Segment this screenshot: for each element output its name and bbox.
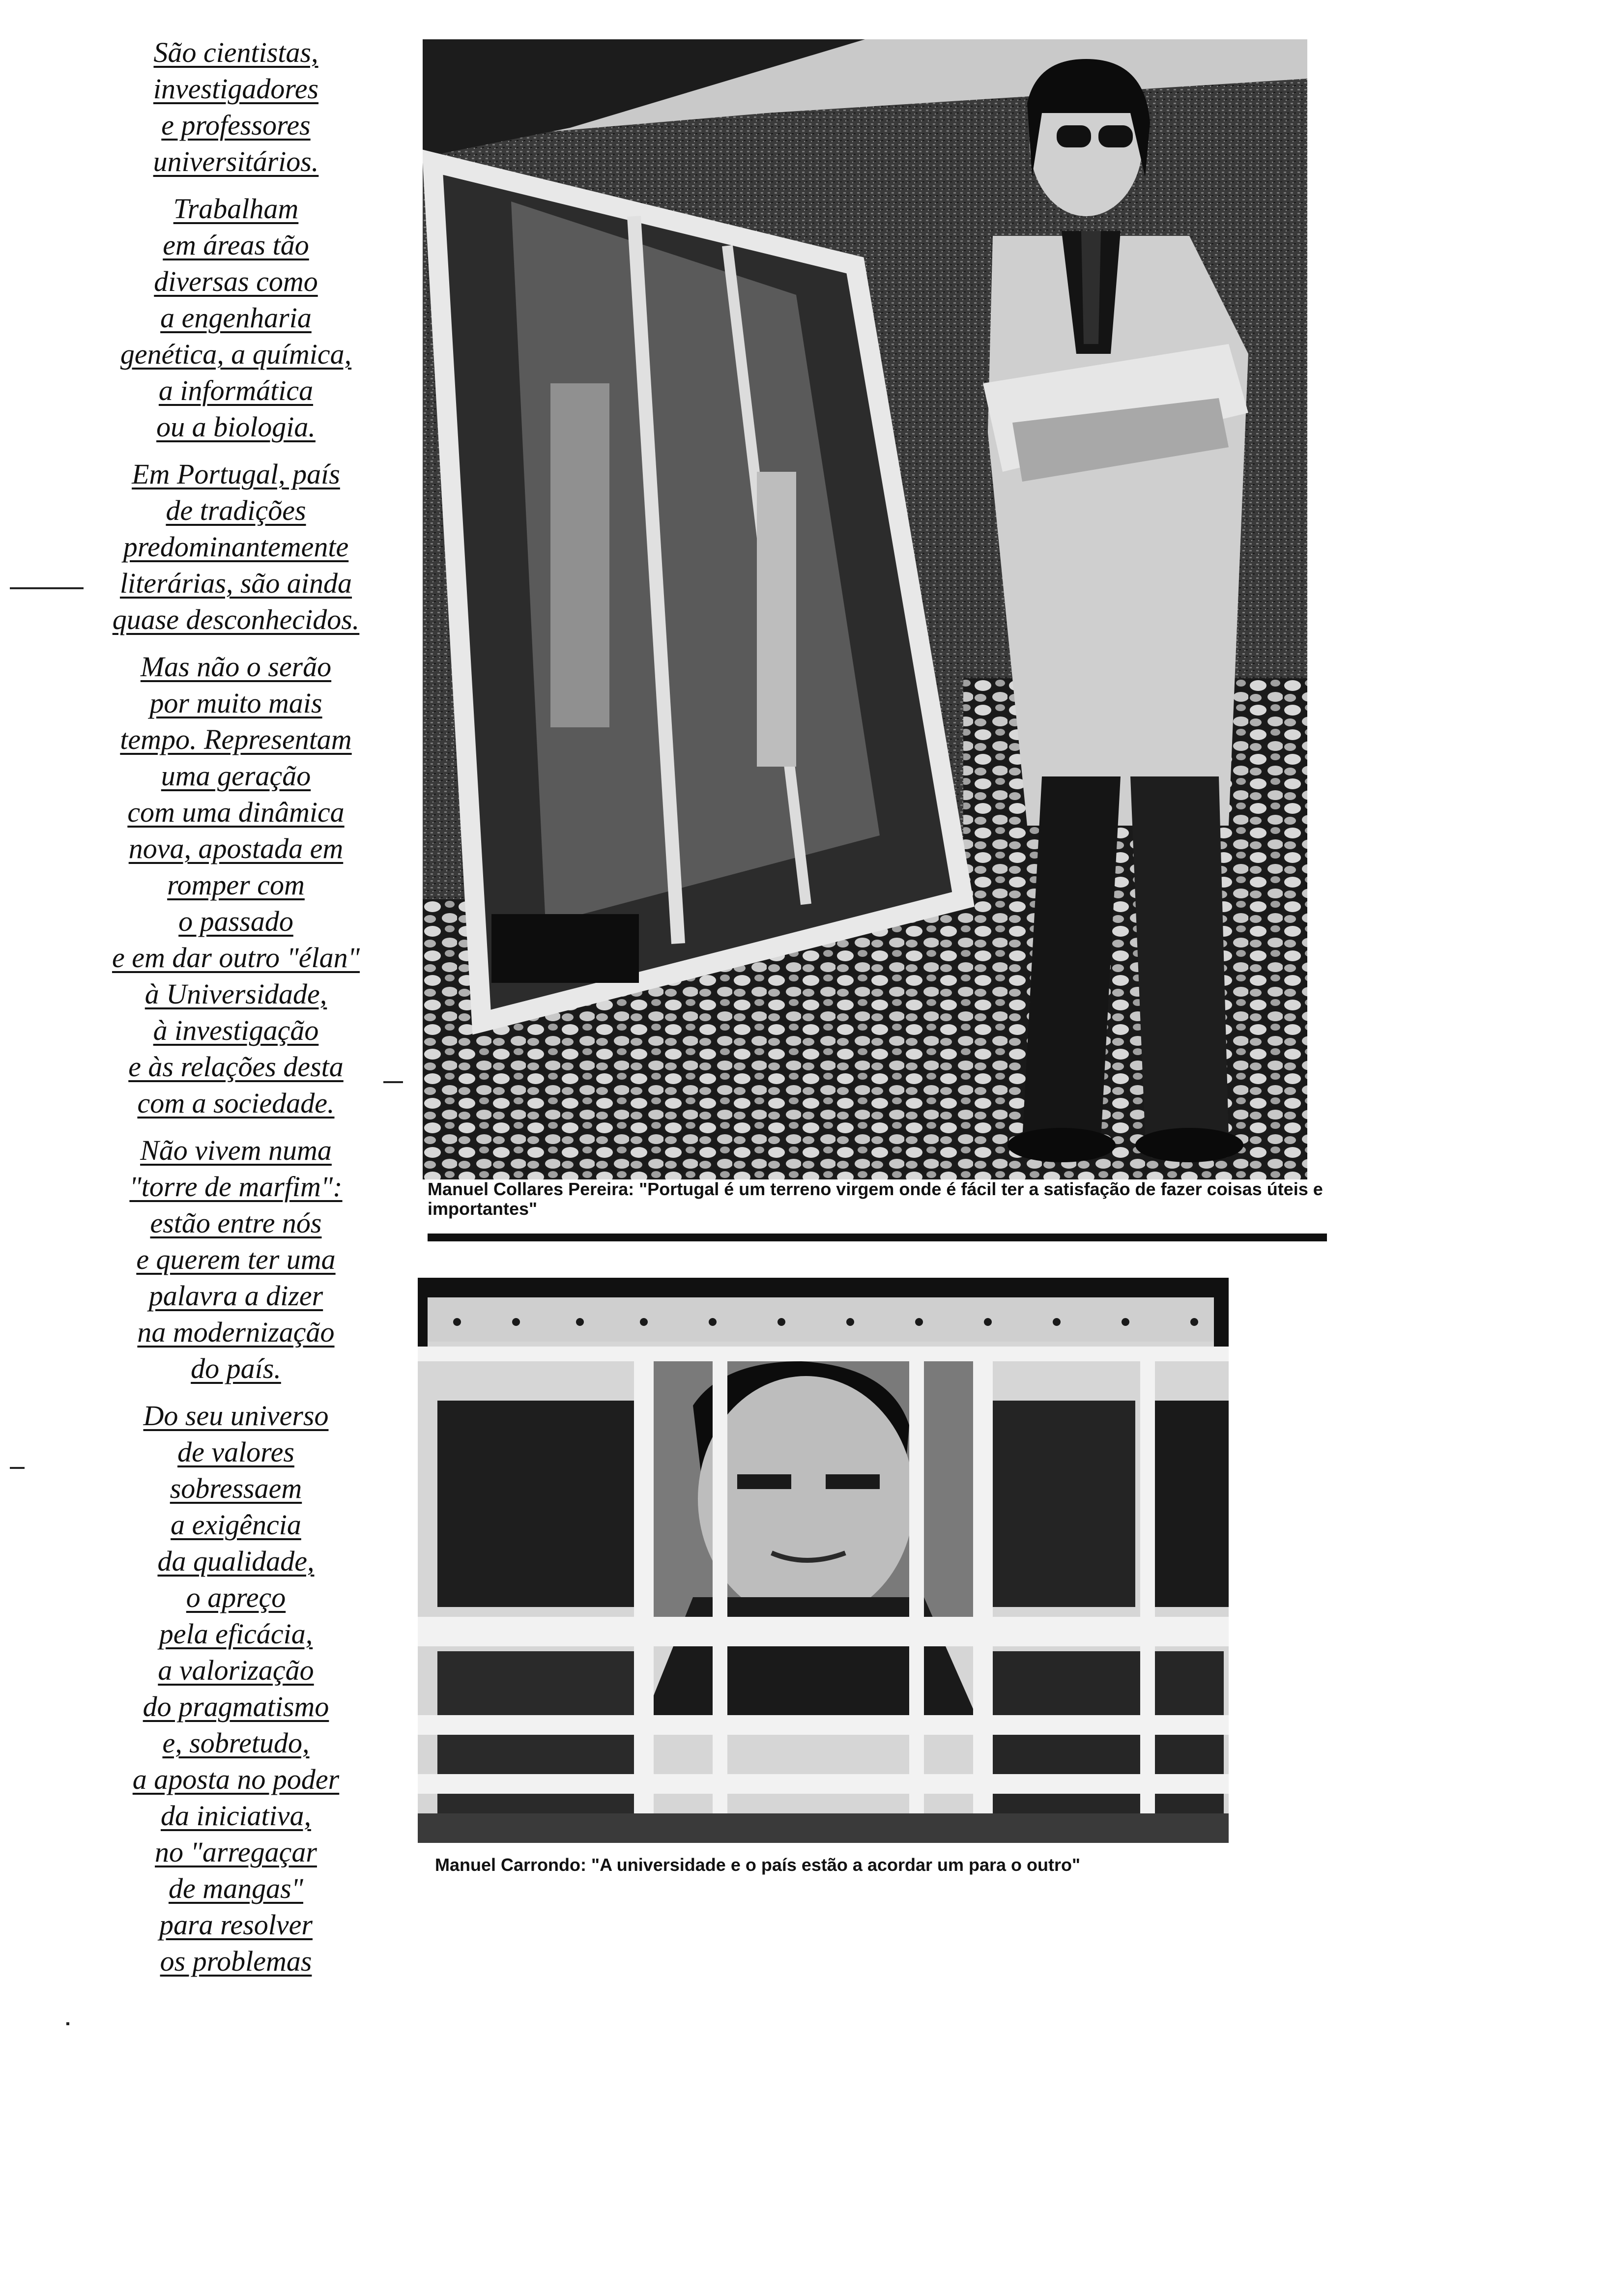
text-line: pela eficácia, [159, 1618, 313, 1650]
text-line: Em Portugal, país [132, 458, 340, 490]
portrait-photo-carrondo [418, 1278, 1229, 1843]
text-line: Do seu universo [143, 1400, 329, 1432]
text-line: a exigência [171, 1509, 301, 1541]
text-line: literárias, são ainda [119, 567, 352, 599]
text-line: Não vivem numa [140, 1134, 332, 1166]
text-line: romper com [167, 869, 305, 901]
photo-caption-bottom: Manuel Carrondo: "A universidade e o país estão a acordar um para o outro" [435, 1855, 1081, 1875]
text-line: à Universidade, [144, 978, 327, 1010]
text-line: investigadores [153, 73, 319, 105]
text-line: do país. [191, 1352, 281, 1384]
paragraph-3 [59, 456, 413, 638]
text-line: por muito mais [149, 687, 322, 719]
text-line: uma geração [161, 760, 311, 792]
scan-mark [383, 1081, 403, 1083]
text-line: quase desconhecidos. [112, 603, 360, 635]
text-line: a aposta no poder [132, 1763, 340, 1795]
text-line: estão entre nós [150, 1207, 322, 1239]
text-line: da qualidade, [157, 1545, 315, 1577]
text-line: com a sociedade. [137, 1087, 335, 1119]
text-line: o passado [178, 905, 293, 937]
text-line: tempo. Representam [120, 723, 352, 755]
text-line: a valorização [158, 1654, 314, 1686]
text-line: universitários. [153, 145, 319, 177]
text-line: palavra a dizer [148, 1280, 323, 1312]
intro-text-column [59, 34, 413, 1990]
text-line: para resolver [159, 1909, 313, 1941]
text-line: nova, apostada em [128, 832, 344, 864]
paragraph-6 [59, 1398, 413, 1980]
text-line: em áreas tão [163, 229, 309, 261]
text-line: e querem ter uma [136, 1243, 336, 1275]
photo-image [418, 1278, 1229, 1843]
text-line: Mas não o serão [140, 651, 332, 683]
text-line: sobressaem [170, 1472, 302, 1504]
text-line: e às relações desta [128, 1051, 344, 1083]
scan-mark [66, 2022, 69, 2025]
scan-mark [10, 1467, 25, 1469]
text-line: no "arregaçar [155, 1836, 317, 1868]
photo-image [423, 39, 1307, 1179]
text-line: e, sobretudo, [162, 1727, 310, 1759]
text-line: de tradições [166, 494, 306, 526]
text-line: Trabalham [173, 193, 299, 225]
paragraph-1 [59, 34, 413, 180]
paragraph-2 [59, 191, 413, 445]
text-line: e em dar outro "élan" [112, 942, 360, 974]
text-line: do pragmatismo [143, 1691, 329, 1722]
text-line: a informática [158, 374, 314, 406]
paragraph-4 [59, 649, 413, 1121]
text-line: e professores [161, 109, 311, 141]
paragraph-5 [59, 1132, 413, 1387]
text-line: "torre de marfim": [129, 1171, 343, 1203]
text-line: da iniciativa, [160, 1800, 312, 1832]
scan-mark [10, 587, 84, 589]
text-line: com uma dinâmica [127, 796, 345, 828]
text-line: o apreço [186, 1581, 286, 1613]
text-line: São cientistas, [153, 36, 318, 68]
text-line: os problemas [160, 1945, 312, 1977]
portrait-photo-collares-pereira [423, 39, 1307, 1179]
text-line: de valores [177, 1436, 294, 1468]
text-line: predominantemente [123, 531, 349, 563]
text-line: ou a biologia. [156, 411, 316, 443]
text-line: genética, a química, [120, 338, 352, 370]
divider-rule [428, 1234, 1327, 1241]
text-line: a engenharia [160, 302, 312, 334]
text-line: de mangas" [168, 1872, 304, 1904]
photo-caption-top: Manuel Collares Pereira: "Portugal é um terreno virgem onde é fácil ter a satisfação de fazer coisas úteis e importantes" [428, 1179, 1323, 1219]
text-line: diversas como [154, 265, 318, 297]
text-line: à investigação [153, 1014, 319, 1046]
text-line: na modernização [137, 1316, 335, 1348]
